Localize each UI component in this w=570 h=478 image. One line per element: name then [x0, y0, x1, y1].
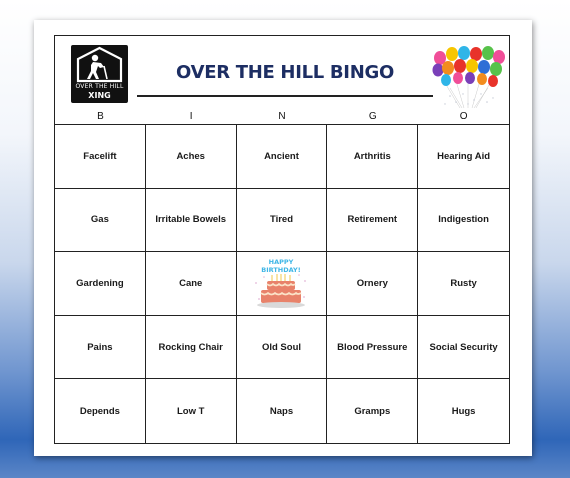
column-headers	[55, 111, 509, 124]
over-the-hill-xing-logo	[71, 45, 128, 103]
bingo-cell[interactable]: Gardening	[55, 252, 146, 316]
bingo-grid	[55, 124, 509, 443]
bingo-cell[interactable]: Depends	[55, 379, 146, 443]
bingo-cell[interactable]: Gramps	[327, 379, 418, 443]
bingo-cell[interactable]: Hearing Aid	[418, 125, 509, 189]
birthday-text: BIRTHDAY!	[261, 266, 302, 275]
bingo-cell[interactable]: Tired	[237, 189, 328, 253]
bingo-cell[interactable]: Ornery	[327, 252, 418, 316]
bingo-cell[interactable]: Indigestion	[418, 189, 509, 253]
bingo-cell[interactable]: Gas	[55, 189, 146, 253]
balloons-icon	[430, 44, 510, 112]
birthday-cake-icon	[250, 255, 312, 311]
bingo-cell[interactable]: Retirement	[327, 189, 418, 253]
bingo-cell[interactable]: Naps	[237, 379, 328, 443]
free-space-cell[interactable]	[237, 252, 328, 316]
column-header-g: G	[368, 111, 377, 122]
title-underline	[137, 95, 433, 97]
bingo-cell[interactable]: Ancient	[237, 125, 328, 189]
logo-text-bottom: XING	[88, 91, 111, 100]
column-header-n: N	[278, 111, 286, 122]
bingo-cell[interactable]: Irritable Bowels	[146, 189, 237, 253]
elderly-walker-icon	[71, 45, 128, 85]
bingo-cell[interactable]: Aches	[146, 125, 237, 189]
logo-text-top: OVER THE HILL	[75, 83, 124, 90]
card-header	[55, 36, 509, 118]
bingo-cell[interactable]: Blood Pressure	[327, 316, 418, 380]
bingo-cell[interactable]: Arthritis	[327, 125, 418, 189]
bingo-cell[interactable]: Social Security	[418, 316, 509, 380]
bingo-cell[interactable]: Rusty	[418, 252, 509, 316]
bingo-cell[interactable]: Facelift	[55, 125, 146, 189]
bingo-cell[interactable]: Hugs	[451, 405, 476, 417]
column-header-i: I	[189, 111, 193, 122]
bingo-cell[interactable]: Old Soul	[237, 316, 328, 380]
bingo-cell[interactable]: Low T	[146, 379, 237, 443]
page-title: OVER THE HILL BINGO	[176, 62, 394, 83]
bingo-sheet	[34, 20, 532, 456]
column-header-b: B	[97, 111, 104, 122]
bingo-card	[54, 35, 510, 444]
happy-text: HAPPY	[269, 258, 294, 267]
bingo-cell[interactable]: Rocking Chair	[146, 316, 237, 380]
bingo-cell[interactable]: Pains	[55, 316, 146, 380]
column-header-o: O	[459, 111, 468, 122]
bingo-cell[interactable]: Cane	[146, 252, 237, 316]
